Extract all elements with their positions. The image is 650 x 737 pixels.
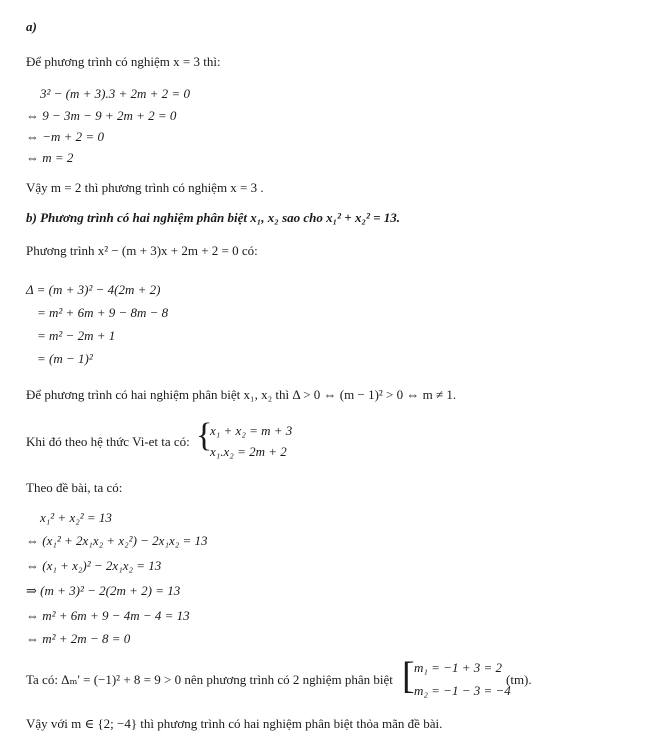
distinct-root-condition: Để phương trình có hai nghiệm phân biệt x₁, x₂ thì Δ > 0 ⇔ (m − 1)² > 0 ⇔ m ≠ 1.: [26, 387, 457, 402]
root-m2: m₂ = −1 − 3 = −4: [414, 683, 511, 698]
part-b-step-1: x₁² + x₂² = 13: [40, 510, 112, 525]
part-a-step-1: 3² − (m + 3).3 + 2m + 2 = 0: [40, 86, 190, 101]
final-conclusion: Vậy với m ∈ {2; −4} thì phương trình có hai nghiệm phân biệt thỏa mãn đề bài.: [26, 716, 443, 731]
root-m1: m₁ = −1 + 3 = 2: [414, 660, 502, 675]
delta-step-2: = m² + 6m + 9 − 8m − 8: [37, 305, 169, 320]
part-b-step-6: ⇔ m² + 2m − 8 = 0: [26, 631, 131, 646]
part-a-step-2: ⇔ 9 − 3m − 9 + 2m + 2 = 0: [26, 108, 177, 123]
part-a-conclusion: Vậy m = 2 thì phương trình có nghiệm x = 3 .: [26, 180, 264, 195]
part-a-label: a): [26, 19, 37, 34]
roots-intro: Ta có: Δₘ' = (−1)² + 8 = 9 > 0 nên phương trình có 2 nghiệm phân biệt: [26, 672, 393, 687]
given-intro: Theo đề bài, ta có:: [26, 480, 123, 495]
part-b-step-5: ⇔ m² + 6m + 9 − 4m − 4 = 13: [26, 608, 190, 623]
delta-step-3: = m² − 2m + 1: [37, 328, 116, 343]
part-b-step-4: ⇒ (m + 3)² − 2(2m + 2) = 13: [26, 583, 181, 598]
part-b-step-2: ⇔ (x₁² + 2x₁x₂ + x₂²) − 2x₁x₂ = 13: [26, 533, 208, 548]
delta-step-1: Δ = (m + 3)² − 4(2m + 2): [26, 282, 161, 297]
vieta-sum: x₁ + x₂ = m + 3: [210, 423, 293, 438]
delta-step-4: = (m − 1)²: [37, 351, 93, 366]
vieta-intro: Khi đó theo hệ thức Vi-et ta có:: [26, 434, 190, 449]
part-b-step-3: ⇔ (x₁ + x₂)² − 2x₁x₂ = 13: [26, 558, 162, 573]
part-b-equation-intro: Phương trình x² − (m + 3)x + 2m + 2 = 0 có:: [26, 243, 258, 258]
part-b-heading: b) Phương trình có hai nghiệm phân biệt x₁, x₂ sao cho x₁² + x₂² = 13.: [26, 210, 401, 225]
part-a-step-4: ⇔ m = 2: [26, 150, 74, 165]
roots-bracket: [: [402, 655, 415, 697]
part-a-step-3: ⇔ −m + 2 = 0: [26, 129, 104, 144]
vieta-product: x₁.x₂ = 2m + 2: [210, 444, 287, 459]
roots-note: (tm).: [506, 672, 532, 687]
part-a-intro: Để phương trình có nghiệm x = 3 thì:: [26, 54, 221, 69]
vieta-brace: {: [196, 417, 213, 454]
